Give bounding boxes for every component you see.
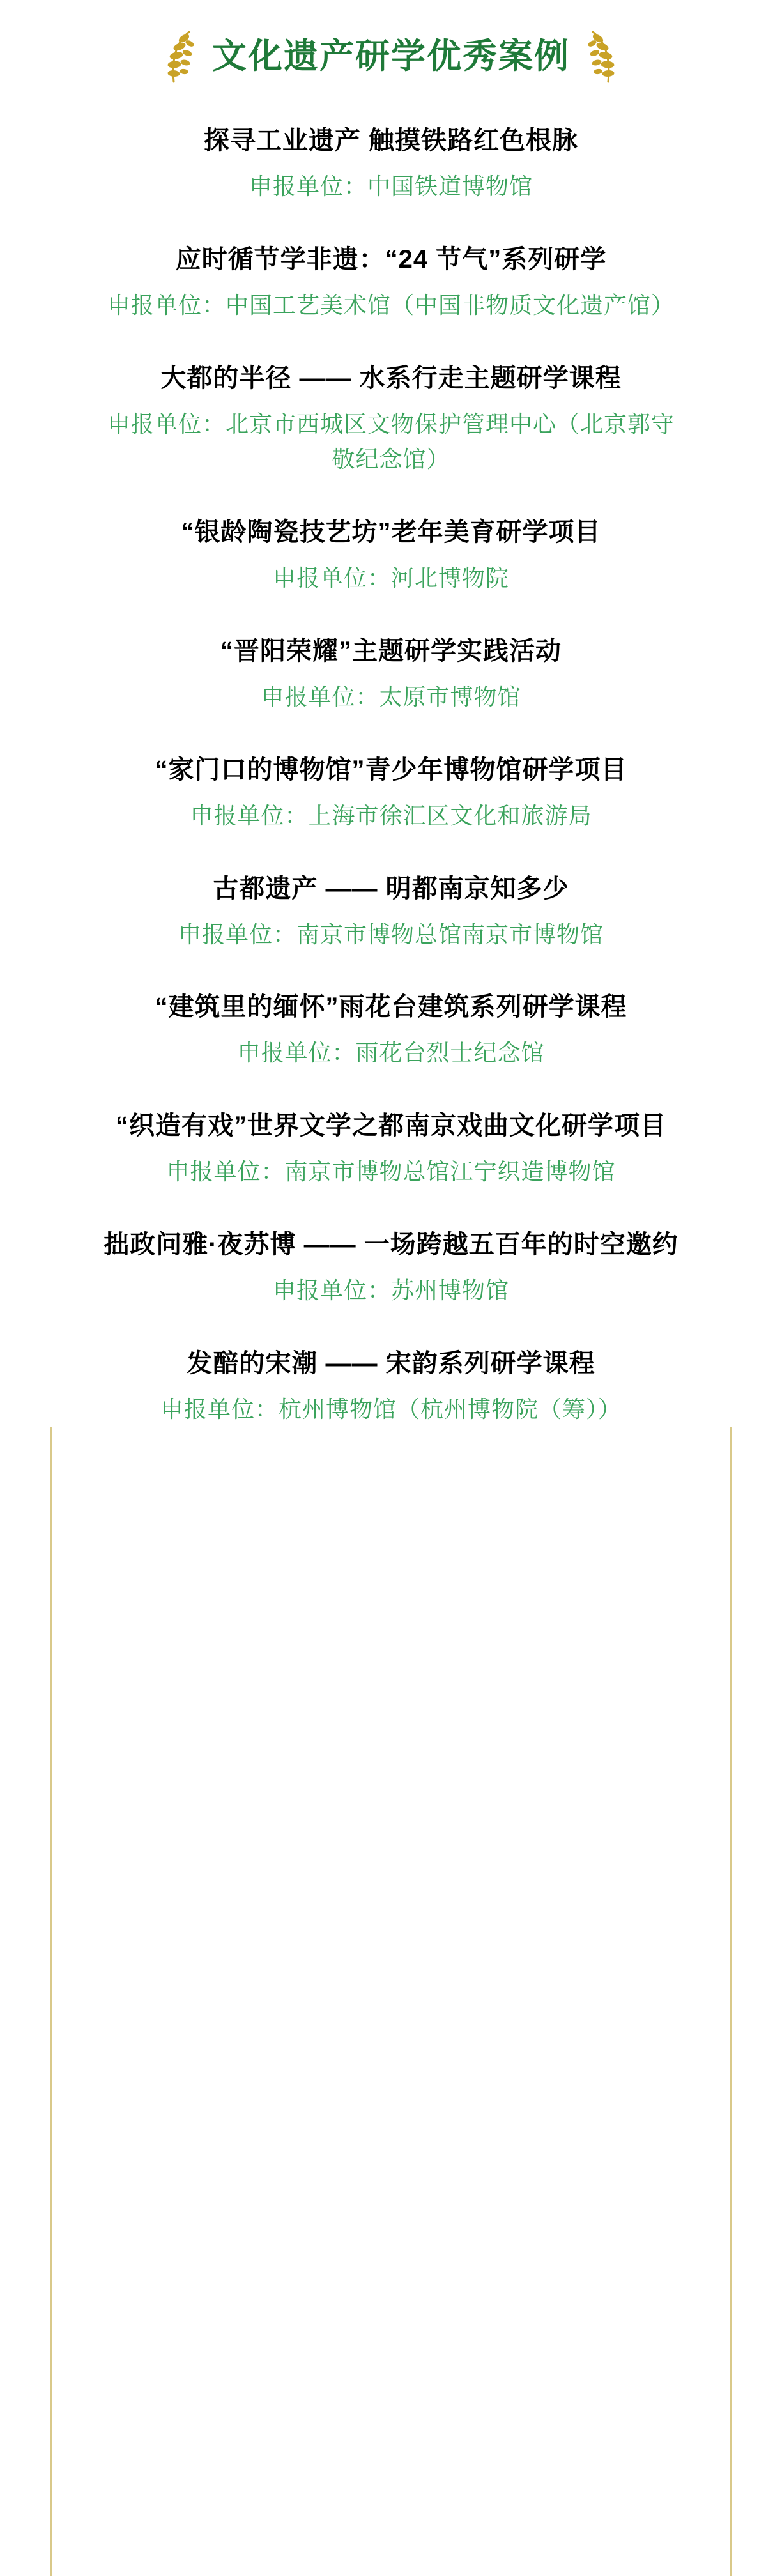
list-item	[96, 632, 686, 715]
list-item	[96, 1344, 686, 1427]
case-unit: 申报单位：中国铁道博物馆	[249, 173, 533, 199]
case-unit: 申报单位：河北博物院	[272, 565, 509, 592]
case-title: 应时循节学非遗：“24 节气”系列研学	[175, 245, 607, 273]
case-title: “织造有戏”世界文学之都南京戏曲文化研学项目	[116, 1112, 666, 1140]
list-item	[96, 121, 686, 204]
case-title: 发醅的宋潮 —— 宋韵系列研学课程	[187, 1349, 595, 1377]
case-title: 大都的半径 —— 水系行走主题研学课程	[160, 364, 622, 392]
case-unit: 申报单位：北京市西城区文物保护管理中心（北京郭守敬纪念馆）	[107, 410, 675, 473]
list-item	[96, 513, 686, 596]
case-unit: 申报单位：杭州博物馆（杭州博物院（筹））	[160, 1395, 622, 1422]
case-unit: 申报单位：雨花台烈士纪念馆	[237, 1039, 545, 1066]
case-list	[0, 106, 782, 1427]
case-unit: 申报单位：中国工艺美术馆（中国非物质文化遗产馆）	[107, 291, 675, 318]
case-unit: 申报单位：苏州博物馆	[272, 1276, 509, 1303]
case-unit: 申报单位：太原市博物馆	[261, 683, 521, 710]
case-unit: 申报单位：南京市博物总馆江宁织造博物馆	[166, 1158, 616, 1185]
list-item	[96, 1225, 686, 1308]
case-title: 探寻工业遗产 触摸铁路红色根脉	[203, 126, 579, 155]
page-header	[0, 0, 782, 106]
case-title: 拙政问雅·夜苏博 —— 一场跨越五百年的时空邀约	[103, 1230, 678, 1259]
page-title: 文化遗产研学优秀案例	[212, 37, 570, 76]
case-title: “建筑里的缅怀”雨花台建筑系列研学课程	[155, 993, 627, 1022]
laurel-branch-icon	[586, 29, 621, 84]
list-item	[96, 240, 686, 323]
list-item	[96, 751, 686, 834]
case-title: “家门口的博物馆”青少年博物馆研学项目	[155, 755, 627, 784]
list-item	[96, 1107, 686, 1190]
case-title: 古都遗产 —— 明都南京知多少	[213, 874, 569, 903]
case-title: “晋阳荣耀”主题研学实践活动	[220, 636, 562, 665]
case-title: “银龄陶瓷技艺坊”老年美育研学项目	[181, 518, 601, 547]
case-unit: 申报单位：南京市博物总馆南京市博物馆	[178, 921, 604, 947]
laurel-branch-icon	[161, 29, 195, 84]
list-item	[96, 870, 686, 953]
list-item	[96, 988, 686, 1071]
case-unit: 申报单位：上海市徐汇区文化和旅游局	[190, 802, 592, 829]
list-item	[96, 359, 686, 478]
